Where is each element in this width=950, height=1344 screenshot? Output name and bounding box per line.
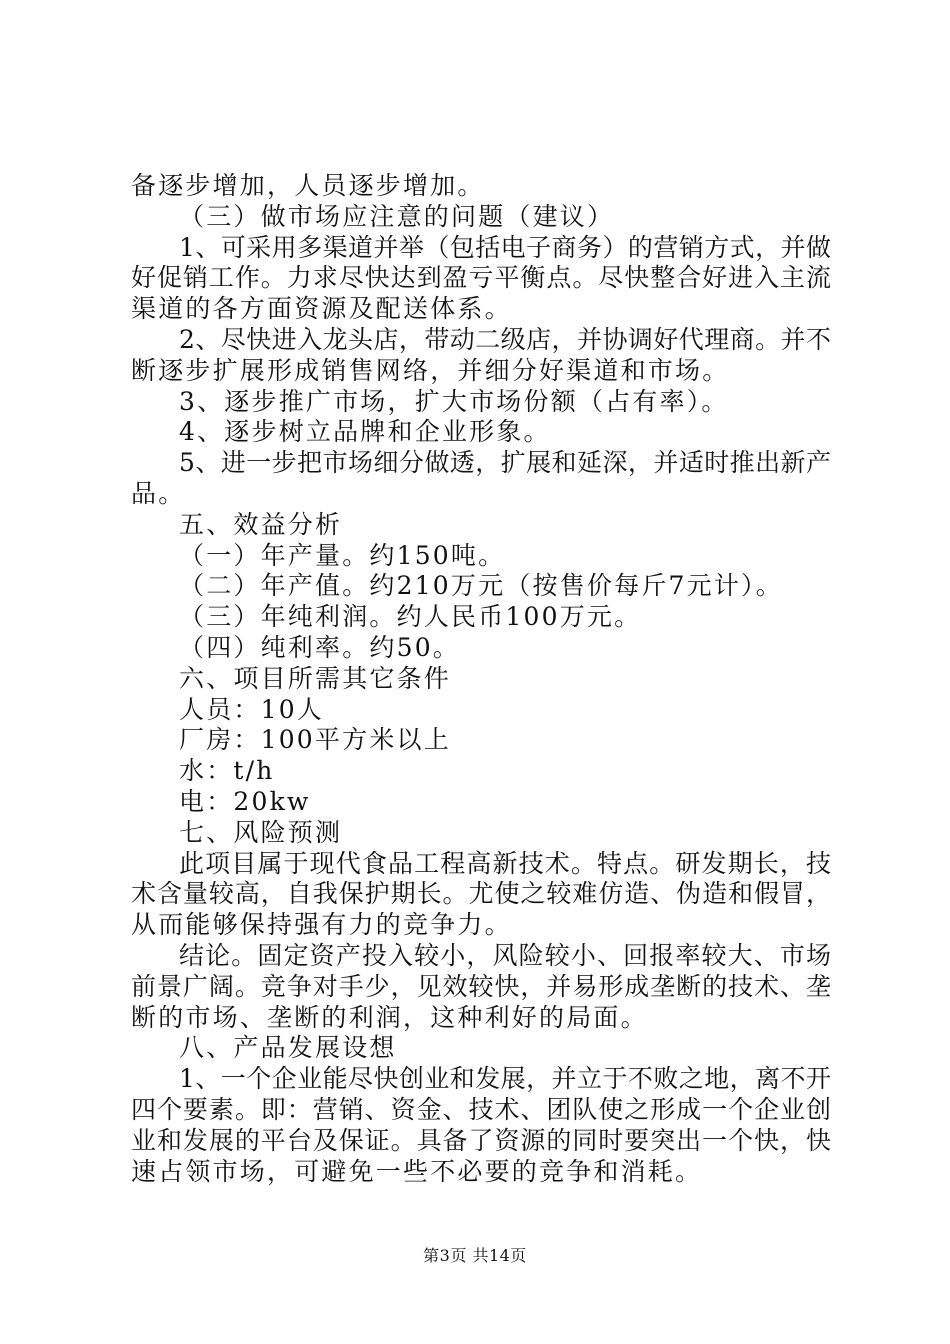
text-line: 前景广阔。竞争对手少，见效较快，并易形成垄断的技术、垄 [131, 971, 831, 1001]
text-line: 水：t/h [179, 756, 275, 786]
text-line: 断逐步扩展形成销售网络，并细分好渠道和市场。 [131, 355, 730, 385]
text-line: 从而能够保持强有力的竞争力。 [131, 910, 512, 940]
text-line: 五、效益分析 [179, 509, 343, 539]
text-line: 1、一个企业能尽快创业和发展，并立于不败之地，离不开 [179, 1064, 831, 1094]
text-line: 结论。固定资产投入较小，风险较小、回报率较大、市场 [179, 940, 831, 970]
text-line: 品。 [131, 478, 186, 508]
text-line: 厂房：100平方米以上 [179, 725, 451, 755]
document-body [131, 171, 831, 1187]
text-line: 备逐步增加，人员逐步增加。 [131, 171, 485, 200]
text-line: 业和发展的平台及保证。具备了资源的同时要突出一个快，快 [131, 1125, 831, 1155]
text-line: （四）纯利率。约50。 [179, 632, 461, 662]
text-line: 电：20kw [179, 786, 311, 816]
text-line: （二）年产值。约210万元（按售价每斤7元计）。 [179, 571, 783, 601]
text-line: 四个要素。即：营销、资金、技术、团队使之形成一个企业创 [131, 1094, 831, 1124]
text-line: 5、进一步把市场细分做透，扩展和延深，并适时推出新产 [179, 448, 831, 478]
text-line: 速占领市场，可避免一些不必要的竞争和消耗。 [131, 1156, 703, 1186]
text-line: 此项目属于现代食品工程高新技术。特点。研发期长，技 [179, 848, 831, 878]
text-line: 1、可采用多渠道并举（包括电子商务）的营销方式，并做 [179, 232, 831, 262]
text-line: 术含量较高，自我保护期长。尤使之较难仿造、伪造和假冒， [131, 879, 831, 909]
text-line: （三）做市场应注意的问题（建议） [179, 201, 615, 231]
text-line: （一）年产量。约150吨。 [179, 540, 506, 570]
text-line: 七、风险预测 [179, 817, 343, 847]
text-line: 4、逐步树立品牌和企业形象。 [179, 417, 551, 447]
text-line: 3、逐步推广市场，扩大市场份额（占有率）。 [179, 386, 729, 416]
text-line: 渠道的各方面资源及配送体系。 [131, 294, 512, 324]
text-line: （三）年纯利润。约人民币100万元。 [179, 602, 642, 632]
text-line: 八、产品发展设想 [179, 1033, 397, 1063]
text-line: 2、尽快进入龙头店，带动二级店，并协调好代理商。并不 [179, 324, 831, 354]
text-line: 人员：10人 [179, 694, 325, 724]
page-footer: 第3页 共14页 [423, 1246, 527, 1265]
text-line: 好促销工作。力求尽快达到盈亏平衡点。尽快整合好进入主流 [131, 263, 831, 293]
text-line: 断的市场、垄断的利润，这种利好的局面。 [131, 1002, 648, 1032]
text-line: 六、项目所需其它条件 [179, 663, 452, 693]
